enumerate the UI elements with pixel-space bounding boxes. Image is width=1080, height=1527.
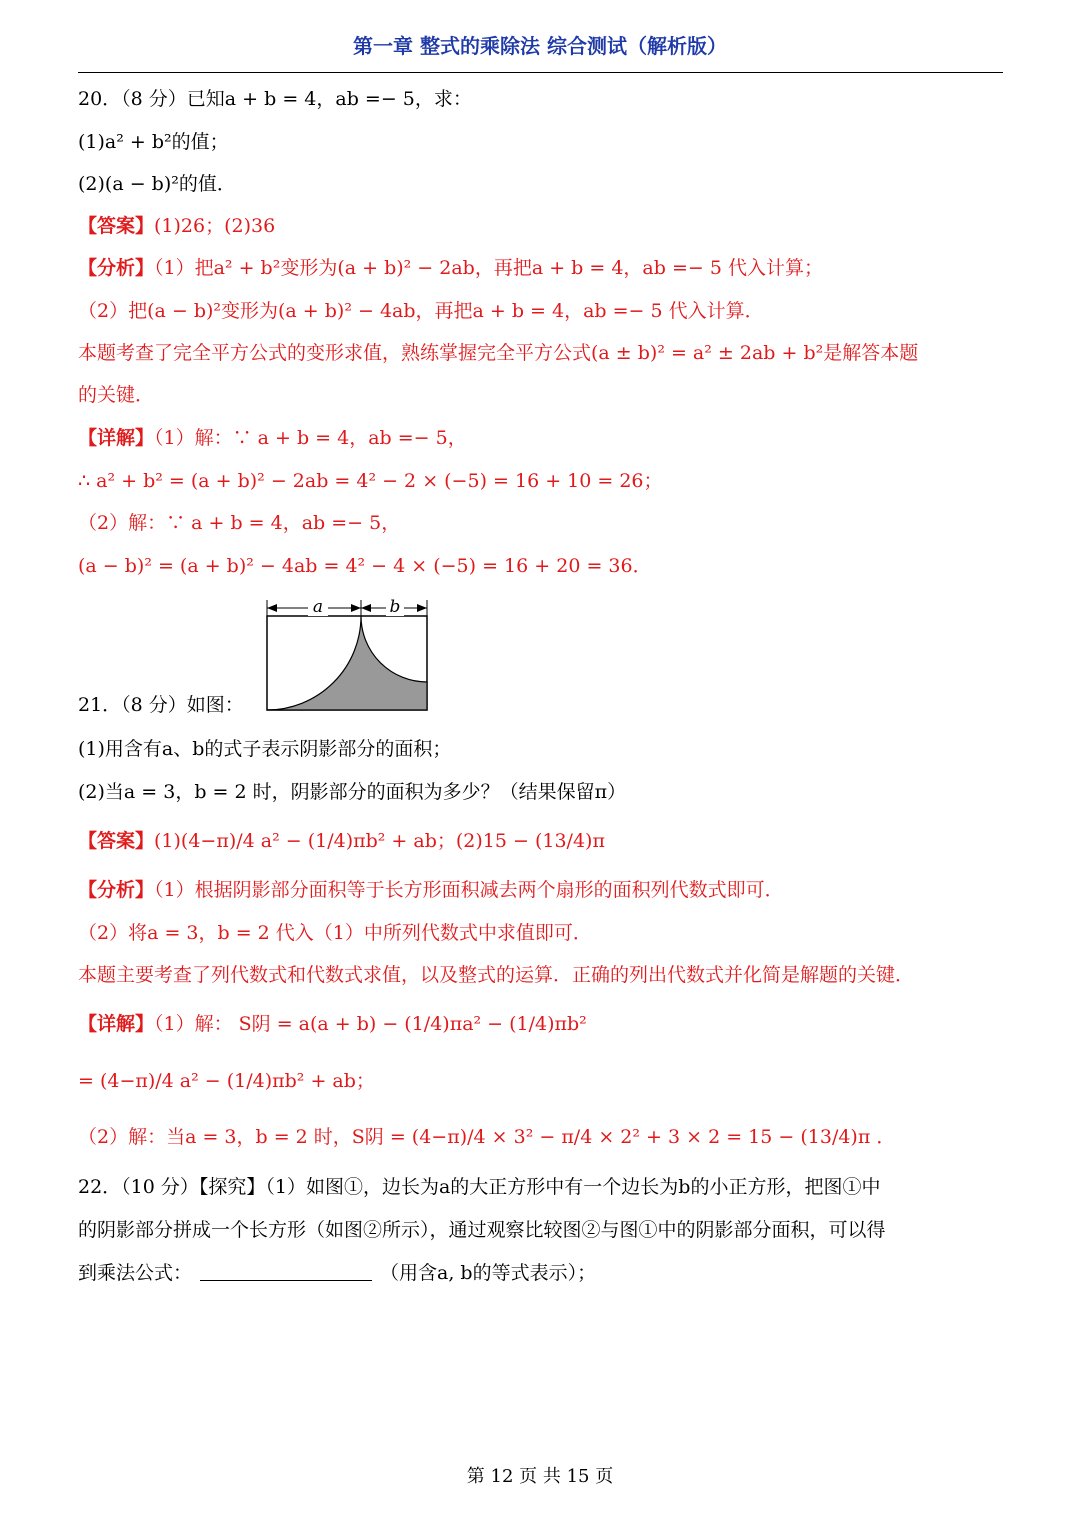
q20-detail4: (a − b)² = (a + b)² − 4ab = 4² − 4 × (−5) = 16 + 20 = 36． [78, 555, 652, 577]
q22-line1: 22．（10 分）【探究】（1）如图①，边长为a的大正方形中有一个边长为b的小正方形，把图①中 [78, 1176, 881, 1198]
q20-detail2: ∴ a² + b² = (a + b)² − 2ab = 4² − 2 × (−5) = 16 + 10 = 26； [78, 470, 663, 492]
q22-line3-suffix: （用含a, b的等式表示）； [380, 1262, 597, 1284]
arrow-right-a [351, 604, 361, 612]
q21-figure [262, 596, 432, 718]
q21-part1: (1)用含有a、b的式子表示阴影部分的面积； [78, 738, 452, 760]
q20-part1: (1)a² + b²的值； [78, 131, 229, 153]
q21-answer-line [78, 829, 605, 853]
q22-line3-prefix: 到乘法公式： [78, 1262, 193, 1284]
analysis-tag: 【分析】 [78, 257, 155, 279]
arrow-right-b [417, 604, 427, 612]
q20-analysis1: （1）把a² + b²变形为(a + b)² − 2ab，再把a + b = 4，ab =− 5 代入计算； [154, 257, 823, 279]
q21-detail1: （1）解： S阴 = a(a + b) − (1/4)πa² − (1/4)πb² [154, 1013, 587, 1035]
header-divider [78, 72, 1003, 73]
q20-answer: (1)26；(2)36 [154, 215, 276, 237]
arrow-left-a [267, 604, 277, 612]
q20-analysis-line1 [78, 256, 823, 280]
q20-detail3: （2）解：∵ a + b = 4，ab =− 5， [78, 512, 401, 534]
arrow-left-b [361, 604, 371, 612]
q20-comment2: 的关键． [78, 384, 155, 406]
analysis-tag: 【分析】 [78, 879, 155, 901]
figure-label-a: a [312, 597, 324, 617]
q22-line3 [78, 1261, 596, 1285]
q21-comment: 本题主要考查了列代数式和代数式求值，以及整式的运算．正确的列出代数式并化简是解题的关键． [78, 964, 915, 986]
q20-detail-line1 [78, 426, 467, 450]
q20-answer-line [78, 214, 275, 238]
figure-label-b: b [389, 597, 401, 617]
q21-detail3: （2）解：当a = 3，b = 2 时，S阴 = (4−π)/4 × 3² − π/4 × 2² + 3 × 2 = 15 − (13/4)π ． [78, 1126, 896, 1148]
q21-figure-svg [262, 596, 432, 714]
q20-part2: (2)(a − b)²的值． [78, 173, 236, 195]
q21-stem: 21．（8 分）如图： [78, 694, 244, 716]
q22-line2: 的阴影部分拼成一个长方形（如图②所示），通过观察比较图②与图①中的阴影部分面积，可以得 [78, 1219, 886, 1241]
answer-tag: 【答案】 [78, 830, 155, 852]
q21-answer: (1)(4−π)/4 a² − (1/4)πb² + ab；(2)15 − (13/4)π [154, 830, 605, 852]
q21-part2: (2)当a = 3，b = 2 时，阴影部分的面积为多少？（结果保留π） [78, 781, 627, 803]
detail-tag: 【详解】 [78, 1013, 155, 1035]
q21-analysis-line1 [78, 878, 784, 902]
q20-analysis2: （2）把(a − b)²变形为(a + b)² − 4ab，再把a + b = 4，ab =− 5 代入计算． [78, 300, 764, 322]
answer-blank[interactable] [200, 1262, 372, 1281]
q20-stem: 20．（8 分）已知a + b = 4，ab =− 5，求： [78, 88, 472, 110]
q21-analysis1: （1）根据阴影部分面积等于长方形面积减去两个扇形的面积列代数式即可． [154, 879, 784, 901]
answer-tag: 【答案】 [78, 215, 155, 237]
q20-comment1: 本题考查了完全平方公式的变形求值，熟练掌握完全平方公式(a ± b)² = a² ± 2ab + b²是解答本题 [78, 342, 919, 364]
q21-detail-line1 [78, 1012, 587, 1036]
q21-detail2: = (4−π)/4 a² − (1/4)πb² + ab； [78, 1070, 375, 1092]
q20-detail1: （1）解：∵ a + b = 4，ab =− 5， [154, 427, 467, 449]
q21-analysis2: （2）将a = 3，b = 2 代入（1）中所列代数式中求值即可． [78, 922, 592, 944]
page-footer: 第 12 页 共 15 页 [466, 1466, 614, 1487]
detail-tag: 【详解】 [78, 427, 155, 449]
page-header-title: 第一章 整式的乘除法 综合测试（解析版） [353, 34, 727, 58]
